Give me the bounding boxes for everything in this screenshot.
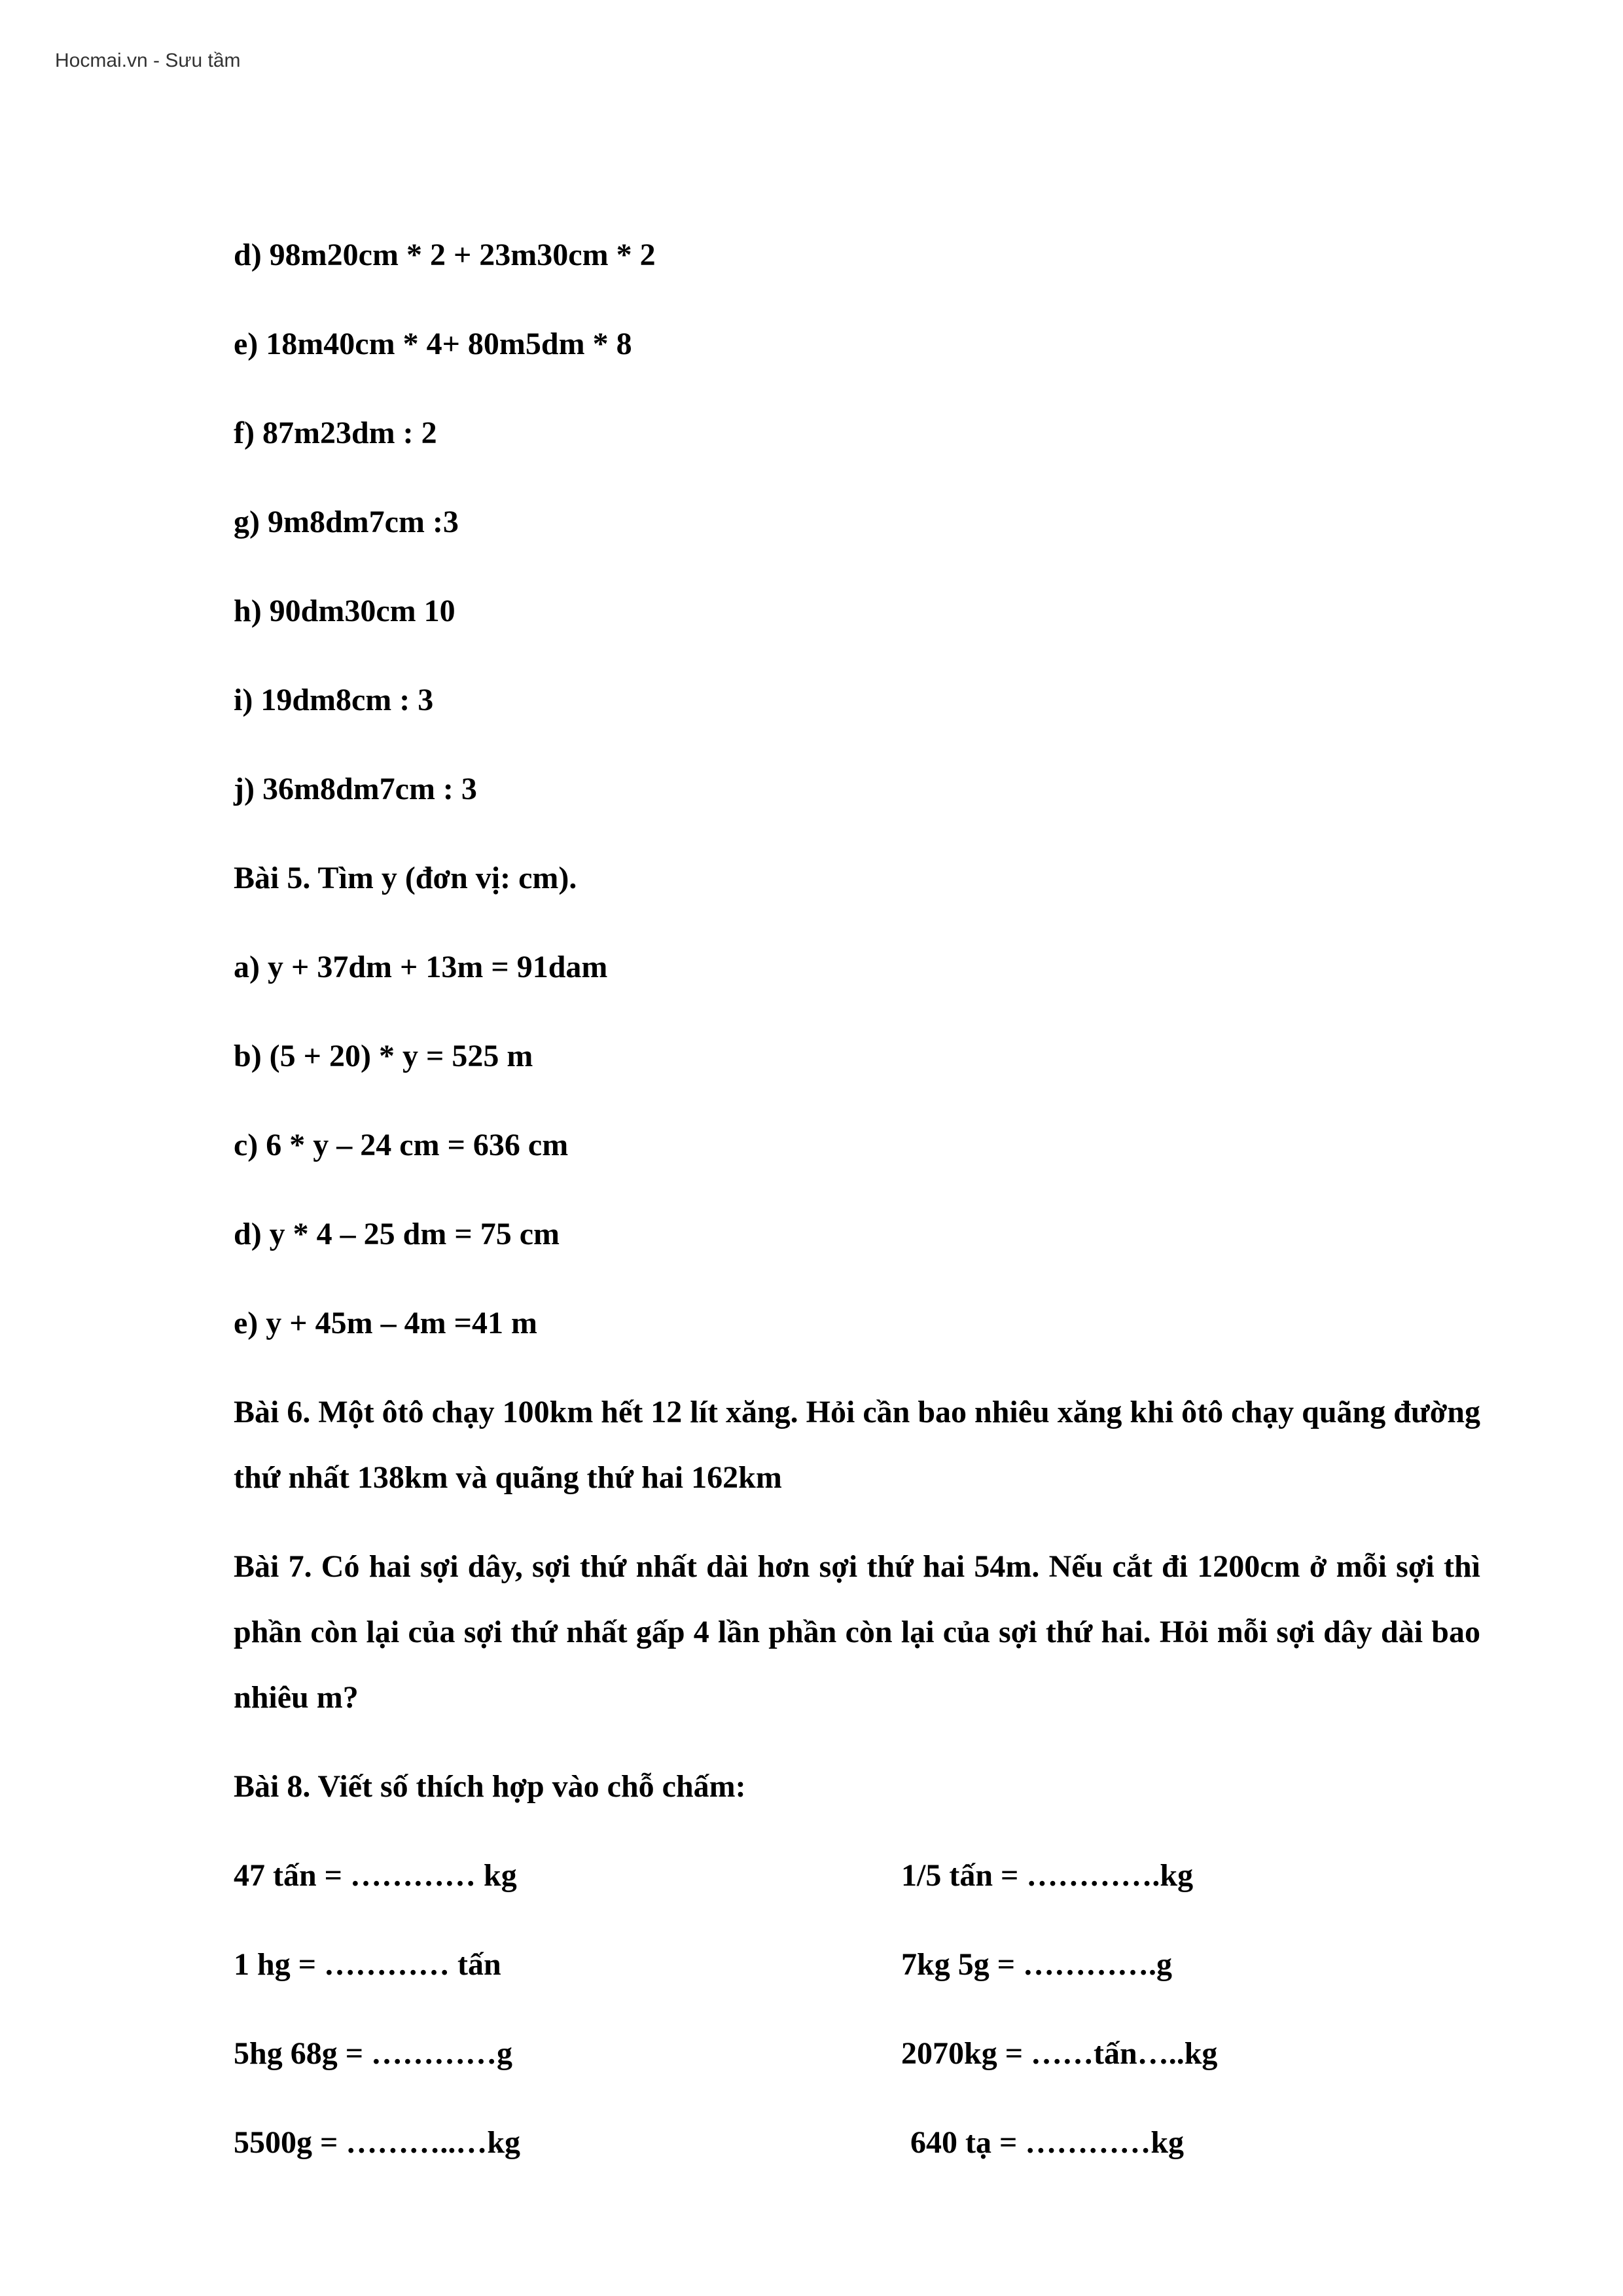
bai8-exercise: 5hg 68g = …………g <box>234 2036 513 2071</box>
bai5-item-c: c) 6 * y – 24 cm = 636 cm <box>234 1128 569 1162</box>
bai8-title: Bài 8. Viết số thích hợp vào chỗ chấm: <box>234 1769 746 1804</box>
bai7-problem: Bài 7. Có hai sợi dây, sợi thứ nhất dài hơn sợi thứ hai 54m. Nếu cắt đi 1200cm ở mỗi sợi thì phần còn lại của sợi thứ nhất gấp 4 lần phần còn lại của sợi thứ hai. Hỏi mỗi sợi dây dài bao nhiêu m? <box>234 1549 1480 1715</box>
bai8-exercise: 7kg 5g = ………….g <box>901 1947 1173 1982</box>
bai4-item-e: e) 18m40cm * 4+ 80m5dm * 8 <box>234 327 632 361</box>
watermark: Hocmai.vn - Sưu tầm <box>55 50 241 71</box>
bai8-exercise: 2070kg = ……tấn…..kg <box>901 2036 1218 2071</box>
bai5-item-a: a) y + 37dm + 13m = 91dam <box>234 950 608 984</box>
bai8-exercise: 640 tạ = …………kg <box>910 2125 1185 2160</box>
bai4-item-f: f) 87m23dm : 2 <box>234 416 437 450</box>
document-body <box>234 223 1480 2199</box>
bai8-row <box>234 2021 1480 2110</box>
bai8-exercise: 5500g = ………..…kg <box>234 2125 521 2160</box>
bai4-item-h: h) 90dm30cm 10 <box>234 594 455 628</box>
bai8-exercise: 47 tấn = ………… kg <box>234 1858 517 1893</box>
bai4-item-i: i) 19dm8cm : 3 <box>234 683 434 717</box>
bai5-title: Bài 5. Tìm y (đơn vị: cm). <box>234 861 577 895</box>
bai5-item-b: b) (5 + 20) * y = 525 m <box>234 1039 533 1073</box>
bai5-item-d: d) y * 4 – 25 dm = 75 cm <box>234 1217 560 1251</box>
bai4-item-j: j) 36m8dm7cm : 3 <box>234 772 477 806</box>
bai4-item-g: g) 9m8dm7cm :3 <box>234 505 459 539</box>
bai8-row <box>234 1932 1480 2021</box>
bai4-item-d: d) 98m20cm * 2 + 23m30cm * 2 <box>234 238 656 272</box>
bai8-exercise: 1 hg = ………… tấn <box>234 1947 501 1982</box>
bai5-item-e: e) y + 45m – 4m =41 m <box>234 1306 537 1340</box>
bai8-row <box>234 2110 1480 2199</box>
bai8-exercise: 1/5 tấn = ………….kg <box>901 1858 1194 1893</box>
bai8-row <box>234 1843 1480 1932</box>
bai6-problem: Bài 6. Một ôtô chạy 100km hết 12 lít xăng. Hỏi cần bao nhiêu xăng khi ôtô chạy quãng đường thứ nhất 138km và quãng thứ hai 162km <box>234 1395 1480 1495</box>
